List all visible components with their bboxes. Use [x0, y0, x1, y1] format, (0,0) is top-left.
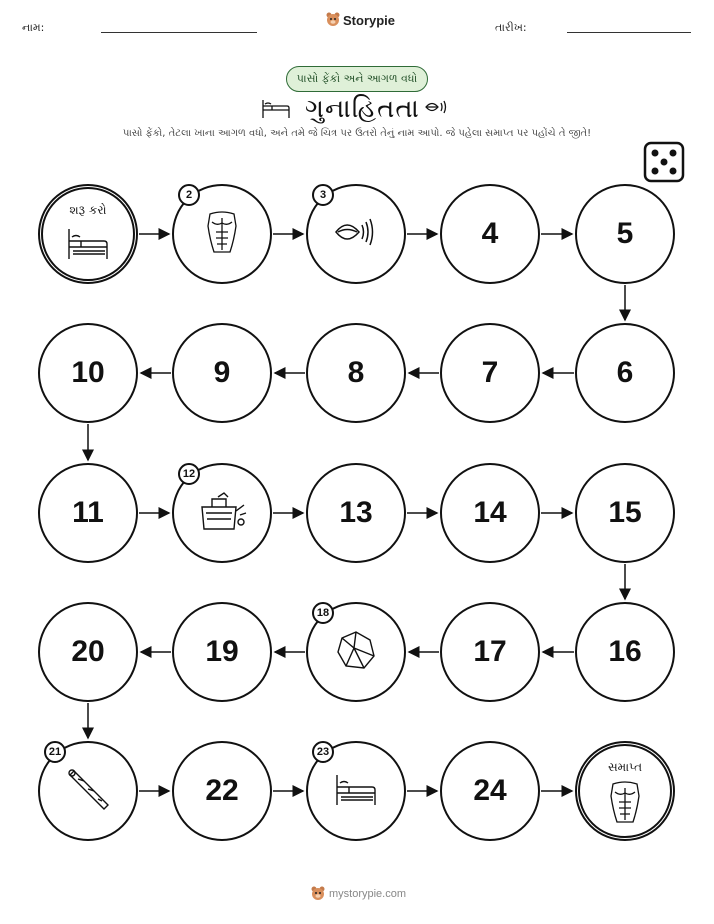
cell-number-badge: 18 [312, 602, 334, 624]
start-label: શરૂ કરો [69, 203, 107, 217]
board-cell-6 [575, 323, 675, 423]
cell-number-badge: 2 [178, 184, 200, 206]
cell-number-badge: 21 [44, 741, 66, 763]
board-cell-22 [172, 741, 272, 841]
cell-number: 10 [71, 356, 105, 389]
board-cell-5 [575, 184, 675, 284]
board-cell-12 [172, 463, 272, 563]
subtitle-pill: પાસો ફેંકો અને આગળ વધો [286, 66, 428, 92]
finish-cell [575, 741, 675, 841]
cell-number: 17 [473, 635, 507, 668]
date-label: તારીખ: [495, 21, 527, 34]
cell-number-badge: 23 [312, 741, 334, 763]
cell-number: 15 [608, 496, 642, 529]
start-cell [38, 184, 138, 284]
bear-logo-icon [311, 886, 325, 902]
torso-icon [202, 210, 242, 258]
board-cell-20 [38, 602, 138, 702]
board-cell-14 [440, 463, 540, 563]
name-label: નામ: [22, 21, 45, 34]
toolbox-icon [196, 489, 248, 537]
board-cell-13 [306, 463, 406, 563]
cell-number: 13 [339, 496, 373, 529]
rock-icon [334, 628, 378, 676]
board-cell-4 [440, 184, 540, 284]
board-cell-18 [306, 602, 406, 702]
cell-number: 19 [205, 635, 239, 668]
instructions: પાસો ફેંકો, તેટલા ખાના આગળ વધો, અને તમે જે ચિત્ર પર ઉતરો તેનું નામ આપો. જે પહેલા સમાપ્ત પર પહોંચે તે જીતે! [122, 128, 592, 139]
board-cell-11 [38, 463, 138, 563]
cell-number: 22 [205, 774, 239, 807]
cell-number: 20 [71, 635, 105, 668]
board-cell-9 [172, 323, 272, 423]
cell-number: 7 [481, 356, 499, 389]
cell-number: 11 [72, 496, 104, 529]
board-cell-2 [172, 184, 272, 284]
cell-number: 6 [616, 356, 634, 389]
board-cell-16 [575, 602, 675, 702]
brand-name: Storypie [343, 12, 396, 28]
board-cell-24 [440, 741, 540, 841]
board-cell-15 [575, 463, 675, 563]
board-cell-23 [306, 741, 406, 841]
cell-number: 4 [481, 217, 499, 250]
bed-icon [65, 223, 111, 267]
cell-number: 16 [608, 635, 642, 668]
board-cell-21 [38, 741, 138, 841]
footer-site: mystorypie.com [329, 888, 407, 900]
stick-icon [64, 765, 112, 817]
finish-label: સમાપ્ત [607, 760, 643, 774]
cell-number-badge: 3 [312, 184, 334, 206]
torso-icon [605, 780, 645, 828]
board-cell-3 [306, 184, 406, 284]
board-cell-8 [306, 323, 406, 423]
cell-number: 9 [213, 356, 231, 389]
board-cell-19 [172, 602, 272, 702]
board-cell-10 [38, 323, 138, 423]
board-cell-17 [440, 602, 540, 702]
mouth-sound-icon [333, 215, 379, 253]
cell-number: 14 [473, 496, 507, 529]
cell-number-badge: 12 [178, 463, 200, 485]
cell-number: 24 [473, 774, 507, 807]
footer [311, 886, 406, 902]
bed-icon [333, 769, 379, 813]
cell-number: 8 [347, 356, 365, 389]
cell-number: 5 [616, 217, 634, 250]
page-title: ગુનાહિતતા [305, 94, 420, 124]
board-cell-7 [440, 323, 540, 423]
